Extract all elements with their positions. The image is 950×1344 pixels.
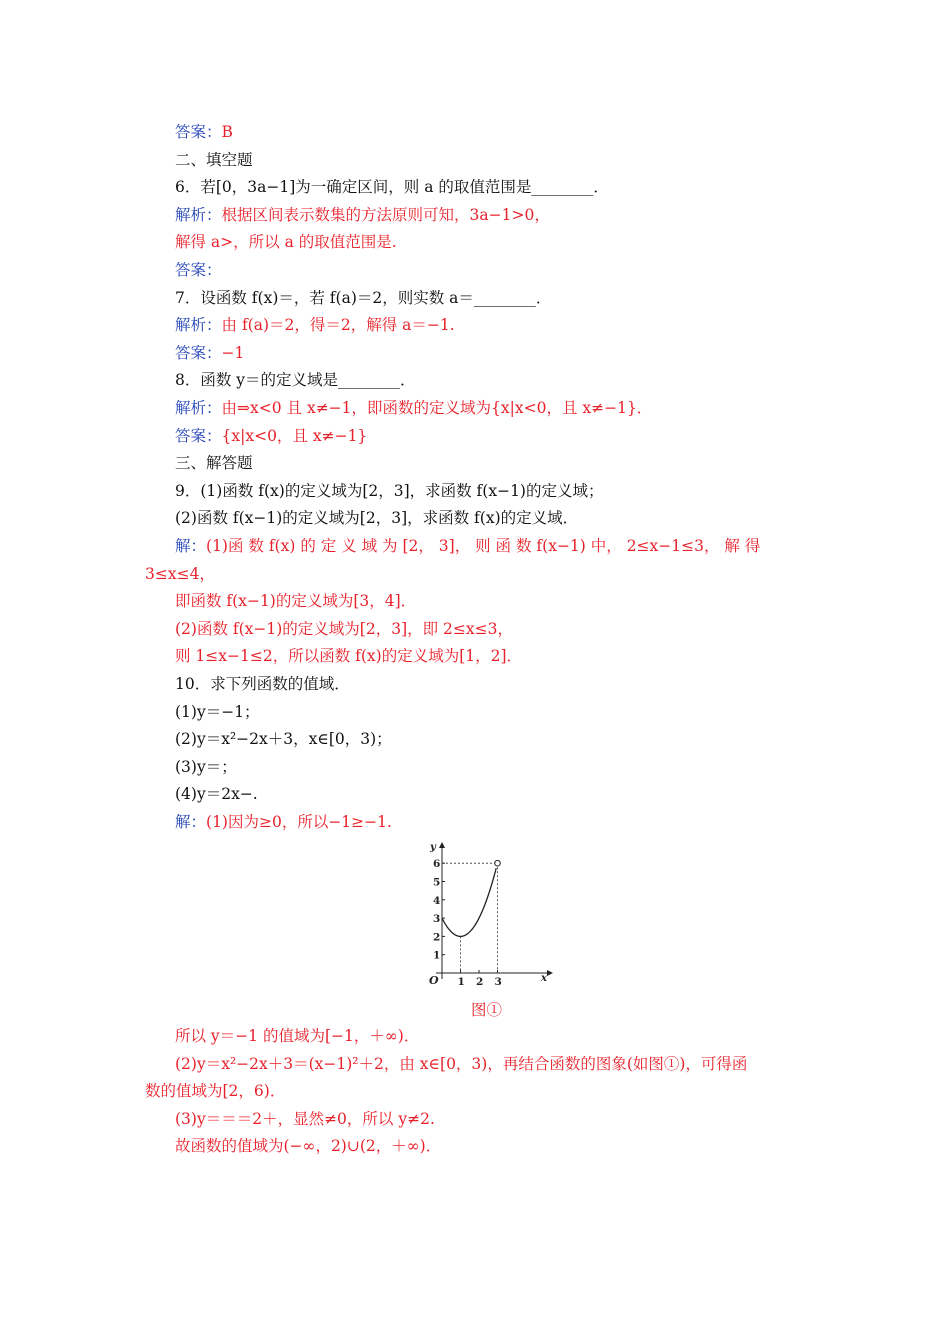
text-line <box>175 506 578 530</box>
figure-graph <box>425 840 555 990</box>
line-text: 则 1≤x−1≤2，所以函数 f(x)的定义域为[1，2]． <box>175 647 523 666</box>
line-text: (1)函 数 f(x) 的 定 义 域 为 [2， 3]， 则 函 数 f(x−1) 中， 2≤x−1≤3， 解 得 <box>206 537 761 555</box>
x-tick-label: 3 <box>494 976 502 988</box>
text-line <box>145 1079 285 1103</box>
text-line <box>175 700 260 724</box>
y-tick-label: 2 <box>433 931 441 944</box>
y-tick-label: 4 <box>433 894 441 907</box>
y-tick-label: 3 <box>433 913 441 926</box>
line-label: 答案： <box>175 343 222 362</box>
text-line <box>175 1052 747 1076</box>
text-line <box>175 672 350 696</box>
line-text: 三、解答题 <box>175 454 253 473</box>
line-text: (1)因为≥0，所以−1≥−1. <box>206 813 392 831</box>
text-line <box>175 341 244 365</box>
line-label: 答案： <box>175 261 222 279</box>
line-text: 7．设函数 f(x)＝，若 f(a)＝2，则实数 a＝________． <box>175 288 552 307</box>
parabola-graph <box>425 840 555 990</box>
text-line <box>175 1134 441 1158</box>
y-axis-label: y <box>430 842 436 853</box>
line-text: 3≤x≤4， <box>145 564 215 583</box>
text-line <box>175 1024 419 1048</box>
text-line <box>175 286 551 310</box>
line-text: 由 f(a)＝2，得＝2，解得 a＝−1. <box>221 316 455 335</box>
line-label: 解析： <box>175 316 222 335</box>
line-text: 二、填空题 <box>175 150 253 169</box>
line-text: 解得 a>，所以 a 的取值范围是. <box>175 233 397 252</box>
text-line <box>175 203 550 227</box>
line-label: 解： <box>175 813 207 831</box>
line-text: 6．若[0，3a−1]为一确定区间，则 a 的取值范围是________． <box>175 178 609 197</box>
line-text: 即函数 f(x−1)的定义域为[3，4]． <box>175 592 417 611</box>
y-tick-label: 1 <box>433 949 441 962</box>
text-line <box>175 589 416 613</box>
text-line <box>175 727 392 751</box>
line-text: B <box>221 123 233 141</box>
text-line <box>175 175 609 199</box>
line-text: (2)y＝x²−2x＋3＝(x−1)²＋2，由 x∈[0，3)，再结合函数的图象(如图①)，可得函 <box>175 1054 748 1073</box>
line-text: (3)y＝＝＝2＋，显然≠0，所以 y≠2. <box>175 1109 435 1128</box>
line-text: 8．函数 y＝的定义域是________． <box>175 371 416 390</box>
text-line <box>175 810 392 834</box>
line-text: 由⇒x<0 且 x≠−1，即函数的定义域为{x|x<0，且 x≠−1}． <box>221 399 653 417</box>
text-line <box>175 451 253 475</box>
line-label: 解析： <box>175 205 222 224</box>
line-text: (2)y＝x²−2x＋3，x∈[0，3)； <box>175 730 392 749</box>
open-endpoint <box>495 860 501 866</box>
text-line <box>175 313 455 337</box>
x-tick-label: 2 <box>476 976 484 988</box>
text-line <box>175 1107 435 1131</box>
line-text: 9．(1)函数 f(x)的定义域为[2，3]，求函数 f(x−1)的定义域； <box>175 481 604 500</box>
origin-label: O <box>429 974 439 987</box>
text-line <box>175 230 397 254</box>
x-axis-arrow <box>547 970 553 976</box>
line-text: 10．求下列函数的值域． <box>175 675 350 693</box>
line-text: {x|x<0，且 x≠−1} <box>221 426 368 445</box>
text-line <box>175 617 513 641</box>
text-line <box>175 424 367 448</box>
line-label: 答案： <box>175 426 222 445</box>
y-tick-label: 5 <box>433 876 441 889</box>
line-text: 故函数的值域为(−∞，2)∪(2，＋∞)． <box>175 1137 442 1156</box>
text-line <box>175 120 233 144</box>
text-line <box>175 148 253 172</box>
text-line <box>175 368 416 392</box>
text-line <box>175 396 652 420</box>
line-text: (2)函数 f(x−1)的定义域为[2，3]，即 2≤x≤3， <box>175 619 513 638</box>
y-tick-label: 6 <box>433 858 441 871</box>
line-text: 所以 y＝−1 的值域为[−1，＋∞)． <box>175 1027 420 1045</box>
parabola-curve <box>442 868 496 936</box>
line-text: 根据区间表示数集的方法原则可知，3a−1>0， <box>221 205 550 224</box>
x-axis-label: x <box>541 973 547 984</box>
text-line <box>175 534 760 558</box>
y-axis-arrow <box>439 842 445 848</box>
line-text: −1 <box>221 343 245 362</box>
line-label: 答案： <box>175 123 222 141</box>
text-line <box>175 755 237 779</box>
text-line <box>145 562 215 586</box>
line-text: (1)y＝−1； <box>175 702 260 721</box>
line-label: 解析： <box>175 399 222 417</box>
x-tick-label: 1 <box>457 976 465 988</box>
line-text: (2)函数 f(x−1)的定义域为[2，3]，求函数 f(x)的定义域． <box>175 509 579 528</box>
line-text: 数的值域为[2，6)． <box>145 1082 286 1101</box>
text-line <box>175 479 603 503</box>
text-line <box>175 644 522 668</box>
line-label: 解： <box>175 537 207 555</box>
text-line <box>175 258 222 282</box>
text-line <box>175 782 258 806</box>
line-text: (3)y＝； <box>175 757 237 776</box>
figure-caption: 图① <box>471 1001 503 1019</box>
line-text: (4)y＝2x−. <box>175 785 258 804</box>
